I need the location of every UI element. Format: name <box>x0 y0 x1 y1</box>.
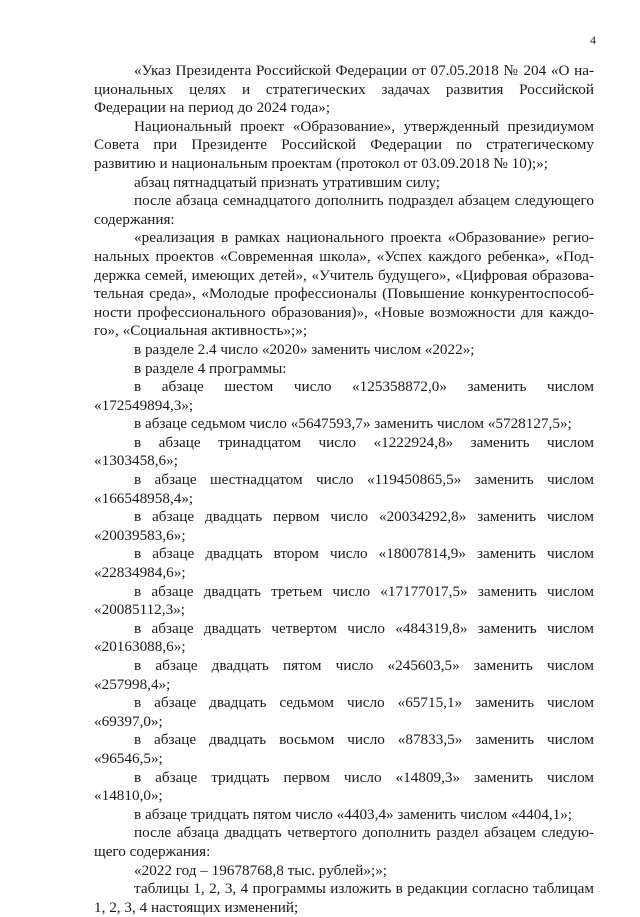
paragraph-amendment-6: в абзаце шестом число «125358872,0» заменить числом «172549894,3»; <box>94 378 594 414</box>
paragraph-tables: таблицы 1, 2, 3, 4 программы изложить в редакции согласно таблицам 1, 2, 3, 4 настоящих изменений; <box>94 880 594 916</box>
paragraph-amendment-25: в абзаце двадцать пятом число «245603,5» заменить числом «257998,4»; <box>94 657 594 693</box>
paragraph-decree-reference: «Указ Президента Российской Федерации от 07.05.2018 № 204 «О национальных целях и стратегических задачах развития Российской Федерации на период до 2024 года»; <box>94 62 594 117</box>
paragraph-add-after-17: после абзаца семнадцатого дополнить подраздел абзацем следующего содержания: <box>94 192 594 228</box>
paragraph-amendment-21: в абзаце двадцать первом число «20034292,8» заменить числом «20039583,6»; <box>94 508 594 544</box>
paragraph-amendment-27: в абзаце двадцать седьмом число «65715,1» заменить числом «69397,0»; <box>94 694 594 730</box>
paragraph-amendment-23: в абзаце двадцать третьем число «17177017,5» заменить числом «20085112,3»; <box>94 582 594 619</box>
paragraph-amendment-22: в абзаце двадцать втором число «18007814,9» заменить числом «22834984,6»; <box>94 545 594 582</box>
paragraph-amendment-13: в абзаце тринадцатом число «1222924,8» заменить числом «1303458,6»; <box>94 433 594 470</box>
document-body <box>94 62 594 917</box>
paragraph-amendment-31: в абзаце тридцать первом число «14809,3» заменить числом «14810,0»; <box>94 768 594 805</box>
paragraph-year-2022: «2022 год – 19678768,8 тыс. рублей»;»; <box>134 861 388 879</box>
paragraph-add-after-24: после абзаца двадцать четвертого дополнить раздел абзацем следующего содержания: <box>94 824 594 860</box>
paragraph-amendment-7: в абзаце седьмом число «5647593,7» заменить числом «5728127,5»; <box>134 415 572 433</box>
paragraph-regional-projects: «реализация в рамках национального проекта «Образование» региональных проектов «Современная школа», «Успех каждого ребенка», «Поддержка семей, имеющих детей», «Учитель будущего», «Цифровая образовательная среда», «Молодые профессионалы (Повышение конкурентоспособности профессионального образования)», «Новые возможности для каждого», «Социальная активность»;»; <box>94 229 594 340</box>
paragraph-amendment-28: в абзаце двадцать восьмом число «87833,5» заменить числом «96546,5»; <box>94 731 594 767</box>
paragraph-national-project: Национальный проект «Образование», утвержденный президиумом Совета при Президенте Российской Федерации по стратегическому развитию и национальным проектам (протокол от 03.09.2018 № 10);»; <box>94 117 594 172</box>
paragraph-amendment-16: в абзаце шестнадцатом число «119450865,5» заменить числом «166548958,4»; <box>94 471 594 507</box>
paragraph-invalidate-15: абзац пятнадцатый признать утратившим силу; <box>134 173 440 191</box>
paragraph-section-4: в разделе 4 программы: <box>134 359 287 377</box>
paragraph-amendment-35: в абзаце тридцать пятом число «4403,4» заменить числом «4404,1»; <box>134 805 573 823</box>
paragraph-amendment-24: в абзаце двадцать четвертом число «484319,8» заменить числом «20163088,6»; <box>94 619 594 656</box>
paragraph-section-2-4: в разделе 2.4 число «2020» заменить числом «2022»; <box>134 340 475 358</box>
page-number: 4 <box>590 33 596 47</box>
